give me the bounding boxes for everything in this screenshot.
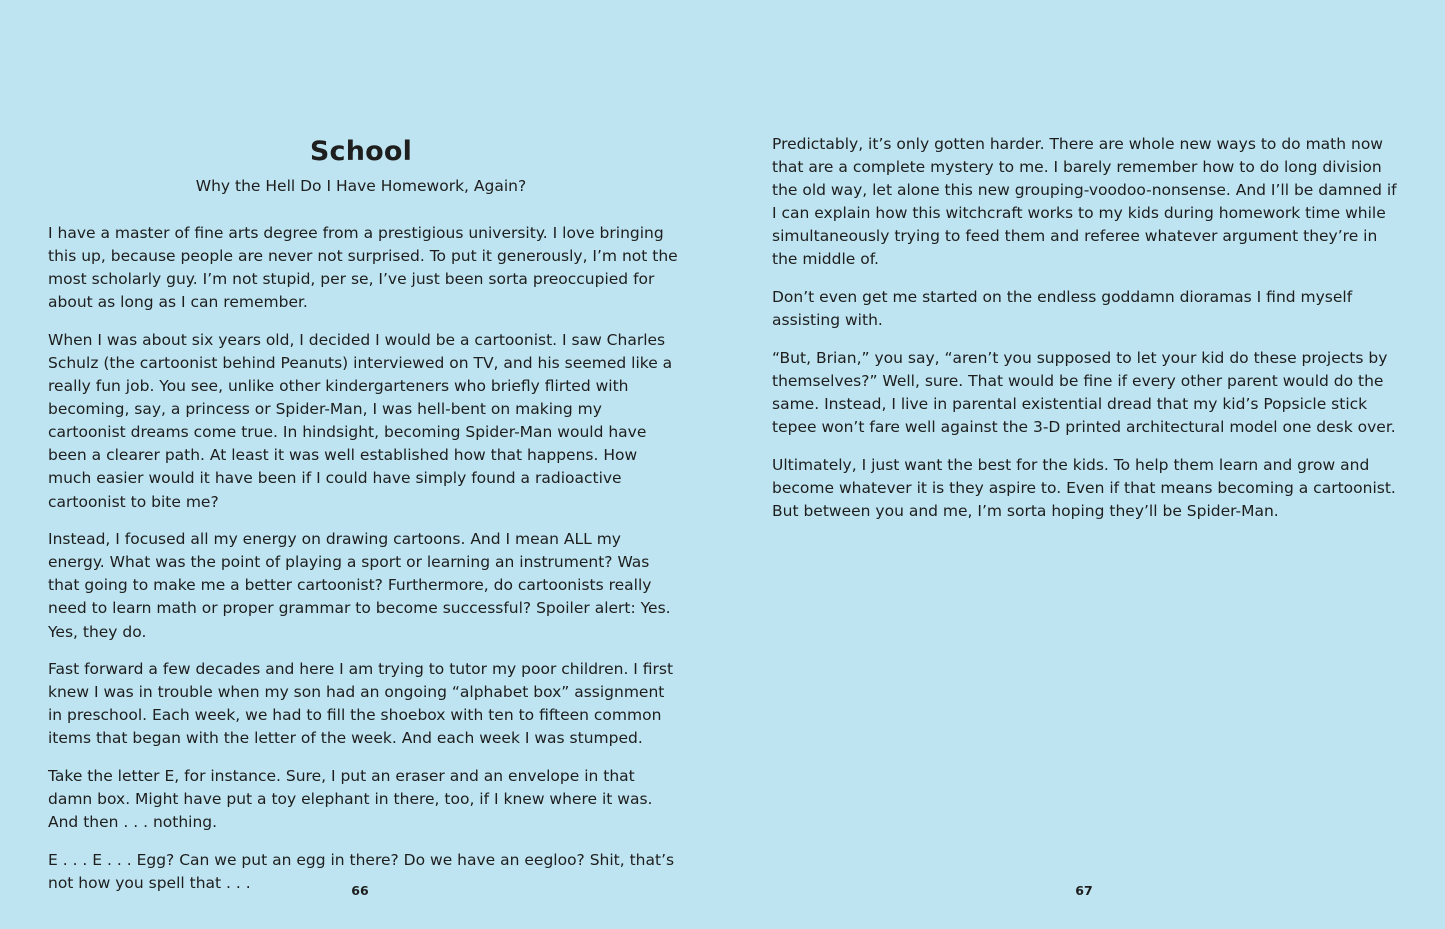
right-page-body (772, 133, 1402, 537)
page-number: 67 (1075, 883, 1093, 898)
right-page (722, 0, 1445, 929)
chapter-title: School (309, 136, 413, 167)
paragraph: “But, Brian,” you say, “aren’t you supposed to let your kid do these projects by themselves?” Well, sure. That would be fine if every other parent would do the same. Instead, I live in parental existential dread that my kid’s Popsicle stick tepee won’t fare well against the 3-D printed architectural model one desk over. (772, 348, 1396, 437)
paragraph: I have a master of fine arts degree from a prestigious university. I love bringing this up, because people are never not surprised. To put it generously, I’m not the most scholarly guy. I’m not stupid, per se, I’ve just been sorta preoccupied for about as long as I can remember. (48, 224, 678, 312)
paragraph: Take the letter E, for instance. Sure, I put an eraser and an envelope in that damn box. Might have put a toy elephant in there, too, if I knew where it was. And then . . . nothing. (48, 766, 653, 832)
left-page (0, 0, 722, 929)
paragraph: E . . . E . . . Egg? Can we put an egg in there? Do we have an eegloo? Shit, that’s not how you spell that . . . (48, 850, 675, 892)
left-page-body (48, 222, 678, 909)
paragraph: When I was about six years old, I decided I would be a cartoonist. I saw Charles Schulz (the cartoonist behind Peanuts) interviewed on TV, and his seemed like a really fun job. You see, unlike other kindergarteners who briefly flirted with becoming, say, a princess or Spider-Man, I was hell-bent on making my cartoonist dreams come true. In hindsight, becoming Spider-Man would have been a clearer path. At least it was well established how that happens. How much easier would it have been if I could have simply found a radioactive cartoonist to bite me? (48, 330, 673, 511)
chapter-subtitle: Why the Hell Do I Have Homework, Again? (195, 177, 527, 195)
page-number: 66 (351, 883, 369, 898)
paragraph: Predictably, it’s only gotten harder. There are whole new ways to do math now that are a complete mystery to me. I barely remember how to do long division the old way, let alone this new grouping-voodoo-nonsense. And I’ll be damned if I can explain how this witchcraft works to my kids during homework time while simultaneously trying to feed them and referee whatever argument they’re in the middle of. (772, 135, 1397, 269)
paragraph: Instead, I focused all my energy on drawing cartoons. And I mean ALL my energy. What was the point of playing a sport or learning an instrument? Was that going to make me a better cartoonist? Furthermore, do cartoonists really need to learn math or proper grammar to become successful? Spoiler alert: Yes. Yes, they do. (48, 530, 671, 641)
paragraph: Fast forward a few decades and here I am trying to tutor my poor children. I first knew I was in trouble when my son had an ongoing “alphabet box” assignment in preschool. Each week, we had to fill the shoebox with ten to fifteen common items that began with the letter of the week. And each week I was stumped. (48, 660, 674, 748)
paragraph: Don’t even get me started on the endless goddamn dioramas I find myself assisting with. (772, 288, 1353, 330)
paragraph: Ultimately, I just want the best for the kids. To help them learn and grow and become whatever it is they aspire to. Even if that means becoming a cartoonist. But between you and me, I’m sorta hoping they’ll be Spider-Man. (772, 455, 1396, 520)
